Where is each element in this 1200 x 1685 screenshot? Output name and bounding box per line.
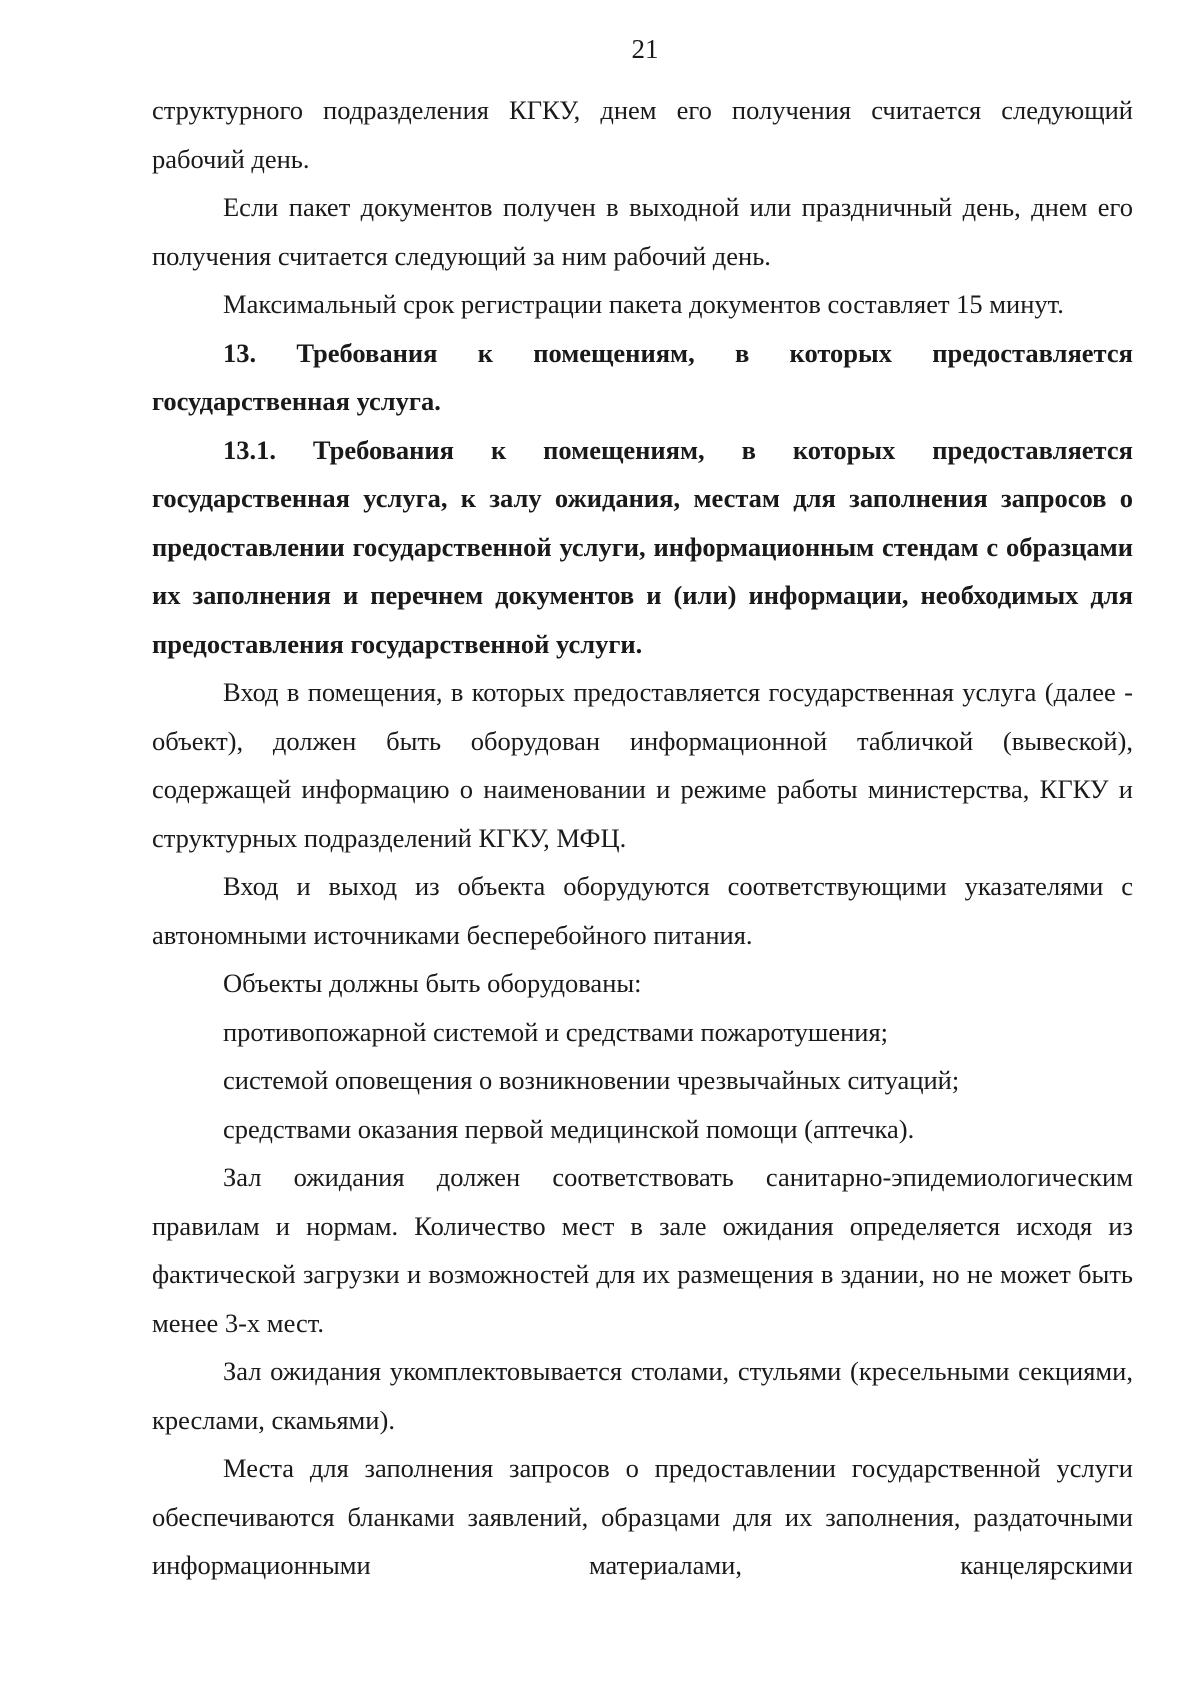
paragraph-registration-time: Максимальный срок регистрации пакета документов составляет 15 минут. xyxy=(223,289,1064,319)
list-item-first-aid: средствами оказания первой медицинской помощи (аптечка). xyxy=(223,1113,915,1144)
section-heading-13: 13. Требования к помещениям, в которых предоставляется государственная услуга. xyxy=(152,337,1133,416)
section-heading-13-1: 13.1. Требования к помещениям, в которых предоставляется государственная услуга, к залу ожидания, местам для заполнения запросов о предоставлении государственной услуги, информационным стендам с образцами их заполнения и перечнем документов и (или) информации, необходимых для предоставления государственной услуги. xyxy=(152,434,1133,659)
paragraph-continuation: структурного подразделения КГКУ, днем его получения считается следующий рабочий день. xyxy=(152,95,1133,174)
paragraph-entrance-exit: Вход и выход из объекта оборудуются соответствующими указателями с автономными источниками бесперебойного питания. xyxy=(152,871,1133,950)
list-item-fire-system: противопожарной системой и средствами пожаротушения; xyxy=(223,1016,888,1047)
paragraph-waiting-hall: Зал ожидания должен соответствовать санитарно-эпидемиологическим правилам и нормам. Количество мест в зале ожидания определяется исходя из фактической загрузки и возможностей для их размещения в здании, но не может быть менее 3-х мест. xyxy=(152,1162,1133,1338)
document-body xyxy=(152,86,1133,1590)
list-item-emergency-alert: системой оповещения о возникновении чрезвычайных ситуаций; xyxy=(223,1065,960,1095)
paragraph-weekend-receipt: Если пакет документов получен в выходной или праздничный день, днем его получения считается следующий за ним рабочий день. xyxy=(152,192,1133,271)
paragraph-entrance-sign: Вход в помещения, в которых предоставляется государственная услуга (далее - объект), должен быть оборудован информационной табличкой (вывеской), содержащей информацию о наименовании и режиме работы министерства, КГКУ и структурных подразделений КГКУ, МФЦ. xyxy=(152,677,1133,853)
paragraph-waiting-hall-furniture: Зал ожидания укомплектовывается столами, стульями (кресельными секциями, креслами, скамьями). xyxy=(152,1356,1133,1435)
paragraph-request-places: Места для заполнения запросов о предоставлении государственной услуги обеспечиваются бланками заявлений, образцами для их заполнения, раздаточными информационными материалами, канцелярскими xyxy=(152,1453,1133,1580)
paragraph-equipment-intro: Объекты должны быть оборудованы: xyxy=(223,968,642,998)
page-number: 21 xyxy=(631,34,659,64)
